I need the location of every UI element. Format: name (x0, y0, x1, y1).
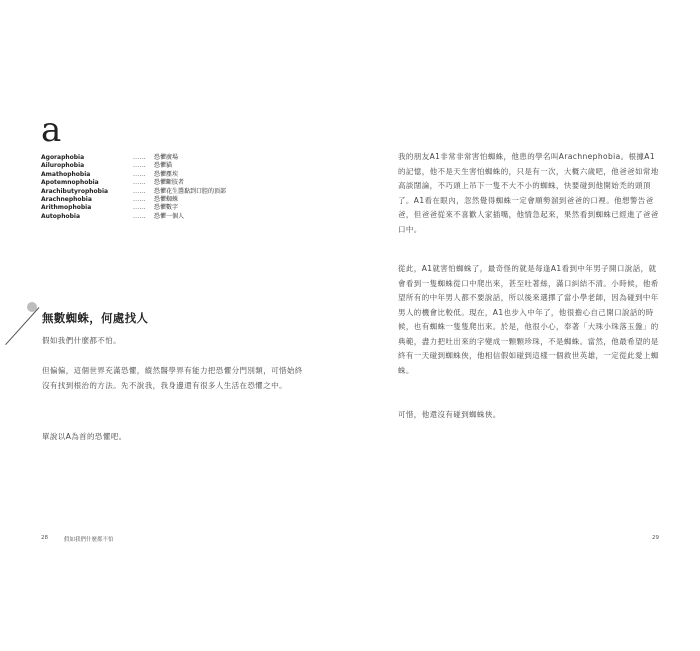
page-number: 28 (41, 535, 48, 541)
chapter-letter: a (41, 110, 62, 150)
section-heading: 無數蜘蛛，何處找人 (42, 311, 149, 325)
phobia-row (41, 204, 261, 212)
body-paragraph: 可惜，他還沒有碰到蜘蛛俠。 (398, 410, 501, 419)
phobia-term: Arithmophobia (41, 204, 92, 212)
phobia-row (41, 154, 261, 162)
phobia-definition: 恐懼一個人 (154, 212, 185, 220)
phobia-term: Autophobia (41, 212, 80, 220)
phobia-definition: 恐懼花生醬黏到口腔的頂部 (154, 187, 227, 195)
phobia-term: Ailurophobia (41, 162, 85, 170)
phobia-row (41, 171, 261, 179)
page-number: 29 (652, 535, 659, 541)
leader-dots: ...... (133, 212, 146, 220)
leader-dots: ...... (133, 179, 146, 187)
section-divider-line (5, 307, 39, 345)
leader-dots: ...... (133, 170, 146, 178)
body-paragraph: 但偏偏，這個世界充滿恐懼，縱然醫學界有能力把恐懼分門別類，可惜始終沒有找到根治的方法。先不說我，我身邊還有很多人生活在恐懼之中。 (42, 366, 303, 390)
phobia-definition: 恐懼斷肢者 (154, 179, 185, 187)
phobia-row (41, 196, 261, 204)
phobia-term: Amathophobia (41, 170, 91, 178)
body-paragraph: 從此，A1就害怕蜘蛛了，最奇怪的就是每逢A1看到中年男子開口說話，就會看到一隻蜘蛛從口中爬出來，甚至吐著絲，滿口糾結不清。小時候，他希望所有的中年男人都不要說話，所以後來選擇了當小學老師，因為碰到中年男人的機會比較低。現在，A1也步入中年了，他很擔心自己開口說話的時候，也有蜘蛛一隻隻爬出來。於是，他很小心，奉著「大珠小珠落玉盤」的典範，盡力把吐出來的字變成一顆顆珍珠，不是蜘蛛。當然，他最希望的是終有一天碰到蜘蛛俠，他相信假如碰到這樣一個救世英雄，一定從此愛上蜘蛛。 (398, 264, 659, 375)
section-marker-dot (27, 302, 37, 312)
body-paragraph: 單說以A為首的恐懼吧。 (42, 432, 127, 441)
phobia-definition: 恐懼數字 (154, 204, 179, 212)
phobia-term: Agoraphobia (41, 154, 85, 161)
leader-dots: ...... (133, 195, 146, 203)
leader-dots: ...... (133, 187, 146, 195)
leader-dots: ...... (133, 162, 146, 170)
phobia-list (41, 154, 261, 221)
body-paragraph: 假如我們什麼都不怕。 (42, 336, 121, 345)
phobia-row (41, 188, 261, 196)
phobia-term: Apotemnophobia (41, 179, 99, 187)
phobia-row (41, 162, 261, 170)
phobia-term: Arachibutyrophobia (41, 187, 109, 195)
phobia-row (41, 213, 261, 221)
leader-dots: ...... (133, 154, 146, 161)
running-title: 假如我們什麼都不怕 (64, 537, 114, 543)
leader-dots: ...... (133, 204, 146, 212)
phobia-definition: 恐懼廣場 (154, 154, 179, 161)
body-paragraph: 我的朋友A1非常非常害怕蜘蛛，他患的學名叫Arachnephobia。根據A1的記憶，他不是天生害怕蜘蛛的，只是有一次，大概六歲吧，他爸爸如常地高談闊論，不巧頭上吊下一隻不大不小的蜘蛛，快要碰到他開始禿的頭頂了。A1看在眼內，忽然覺得蜘蛛一定會順勢溜到爸爸的口裡。他想警告爸爸，但爸爸從來不喜歡人家插嘴，他情急起來，果然看到蜘蛛已經進了爸爸口中。 (398, 152, 659, 234)
phobia-definition: 恐懼蜘蛛 (154, 195, 179, 203)
phobia-definition: 恐懼塵埃 (154, 170, 179, 178)
phobia-term: Arachnephobia (41, 195, 92, 203)
phobia-definition: 恐懼貓 (154, 162, 173, 170)
phobia-row (41, 179, 261, 187)
